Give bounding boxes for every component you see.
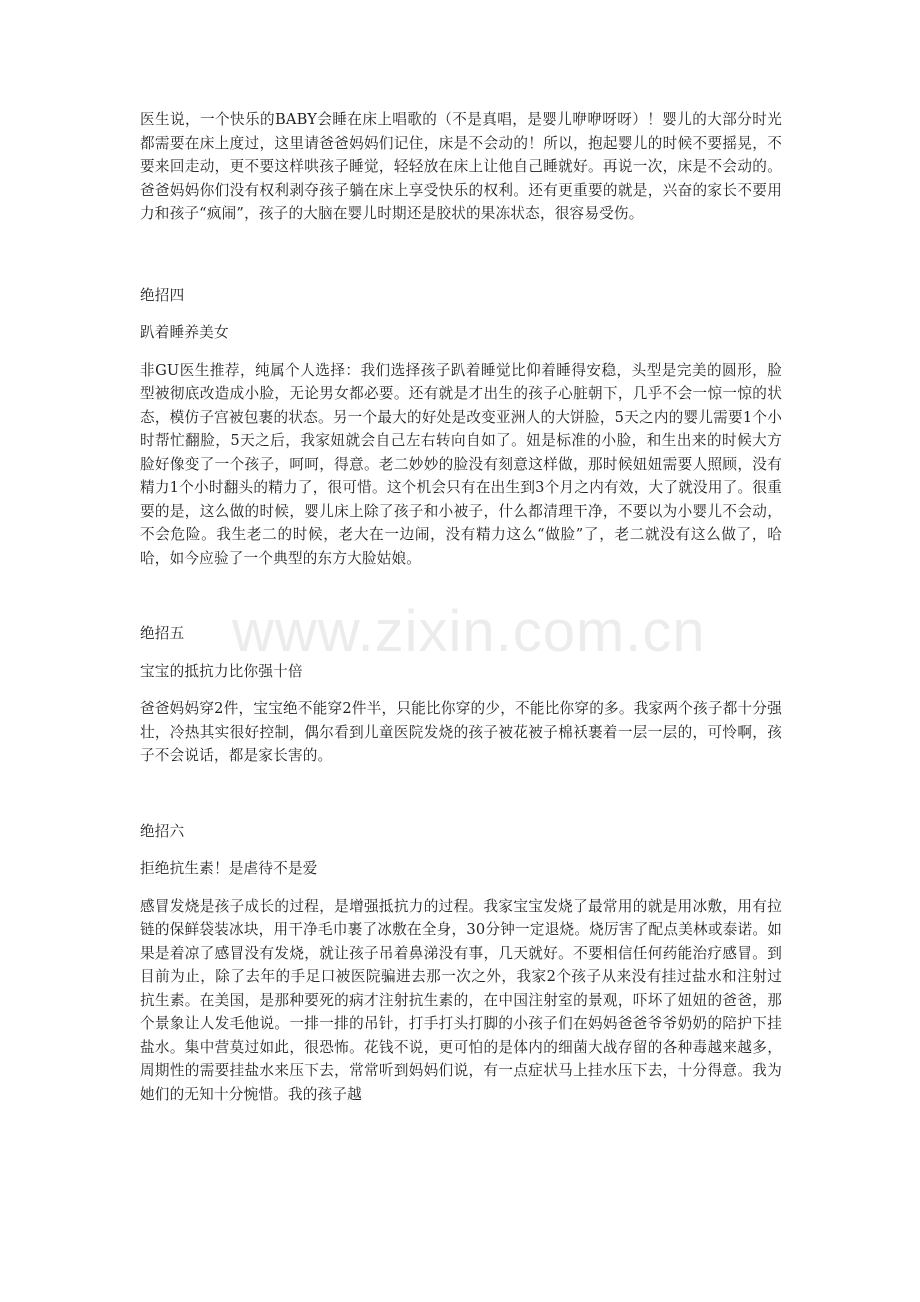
- section-heading-4: 绝招四: [140, 286, 185, 304]
- section-body-5: 爸爸妈妈穿2件，宝宝绝不能穿2件半，只能比你穿的少，不能比你穿的多。我家两个孩子都十分强壮，冷热其实很好控制，偶尔看到儿童医院发烧的孩子被花被子棉袄裹着一层一层的，可怜啊，孩子不会说话，都是家长害的。: [140, 700, 782, 764]
- section-subheading-4: 趴着睡养美女: [140, 324, 229, 341]
- intro-paragraph: 医生说，一个快乐的BABY会睡在床上唱歌的（不是真唱，是婴儿咿咿呀呀）！婴儿的大部分时光都需要在床上度过，这里请爸爸妈妈们记住，床是不会动的！所以，抱起婴儿的时候不要摇晃，不要来回走动，更不要这样哄孩子睡觉，轻轻放在床上让他自己睡就好。再说一次，床是不会动的。爸爸妈妈你们没有权利剥夺孩子躺在床上享受快乐的权利。还有更重要的就是，兴奋的家长不要用力和孩子“疯闹”，孩子的大脑在婴儿时期还是胶状的果冻状态，很容易受伤。: [140, 111, 782, 222]
- section-body-6: 感冒发烧是孩子成长的过程，是增强抵抗力的过程。我家宝宝发烧了最常用的就是用冰敷，用有拉链的保鲜袋装冰块，用干净毛巾裹了冰敷在全身，30分钟一定退烧。烧厉害了配点美林或泰诺。如果是着凉了感冒没有发烧，就让孩子吊着鼻涕没有事，几天就好。不要相信任何药能治疗感冒。到目前为止，除了去年的手足口被医院骗进去那一次之外，我家2个孩子从来没有挂过盐水和注射过抗生素。在美国，是那种要死的病才注射抗生素的，在中国注射室的景观，吓坏了妞妞的爸爸，那个景象让人发毛他说。一排一排的吊针，打手打头打脚的小孩子们在妈妈爸爸爷爷奶奶的陪护下挂盐水。集中营莫过如此，很恐怖。花钱不说，更可怕的是体内的细菌大战存留的各种毒越来越多，周期性的需要挂盐水来压下去，常常听到妈妈们说，有一点症状马上挂水压下去，十分得意。我为她们的无知十分惋惜。我的孩子越: [140, 897, 782, 1103]
- section-heading-5: 绝招五: [140, 625, 185, 642]
- document-body: [140, 108, 782, 1106]
- section-subheading-5: 宝宝的抵抗力比你强十倍: [140, 662, 303, 680]
- section-heading-6: 绝招六: [140, 822, 185, 840]
- section-subheading-6: 拒绝抗生素！是虐待不是爱: [140, 860, 318, 877]
- watermark-text: www.zixin.com.cn: [232, 599, 706, 664]
- section-body-4: 非GU医生推荐，纯属个人选择：我们选择孩子趴着睡觉比仰着睡得安稳，头型是完美的圆形，脸型被彻底改造成小脸，无论男女都必要。还有就是才出生的孩子心脏朝下，几乎不会一惊一惊的状态，模仿子宫被包裹的状态。另一个最大的好处是改变亚洲人的大饼脸，5天之内的婴儿需要1个小时帮忙翻脸，5天之后，我家妞就会自己左右转向自如了。妞是标准的小脸，和生出来的时候大方脸好像变了一个孩子，呵呵，得意。老二妙妙的脸没有刻意这样做，那时候妞妞需要人照顾，没有精力1个小时翻头的精力了，很可惜。这个机会只有在出生到3个月之内有效，大了就没用了。很重要的是，这么做的时候，婴儿床上除了孩子和小被子，什么都清理干净，不要以为小婴儿不会动，不会危险。我生老二的时候，老大在一边闹，没有精力这么“做脸”了，老二就没有这么做了，哈哈，如今应验了一个典型的东方大脸姑娘。: [140, 361, 782, 567]
